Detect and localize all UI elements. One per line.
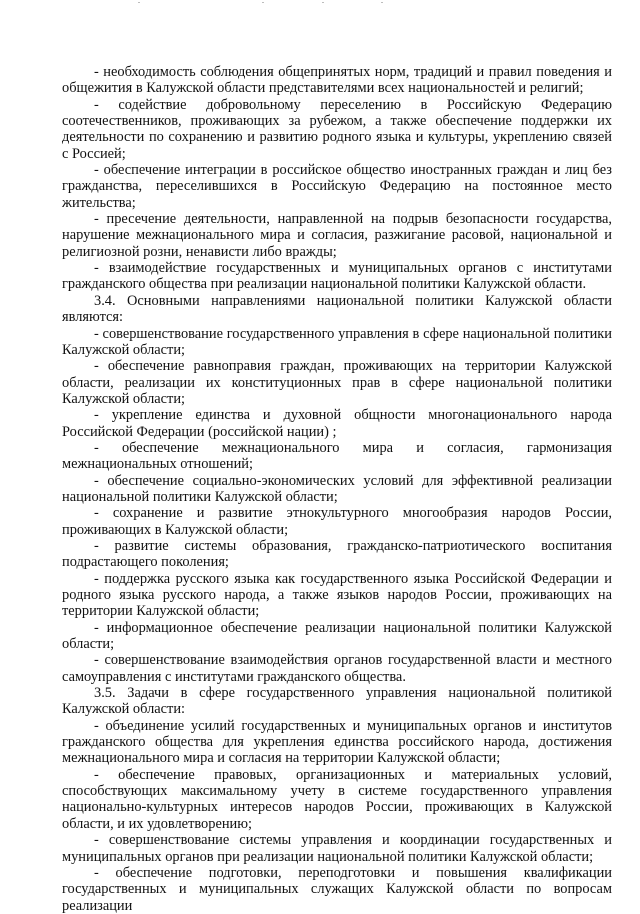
paragraph: - совершенствование системы управления и координации государственных и муниципальных органов при реализации национальной политики Калужской области; — [62, 832, 612, 865]
scan-speck — [322, 2, 324, 3]
paragraph: - сохранение и развитие этнокультурного многообразия народов России, проживающих в Калужской области; — [62, 505, 612, 538]
scan-speck — [381, 2, 383, 3]
paragraph: - обеспечение равноправия граждан, проживающих на территории Калужской области, реализации их конституционных прав в сфере национальной политики Калужской области; — [62, 358, 612, 407]
paragraph: - совершенствование взаимодействия органов государственной власти и местного самоуправления с институтами гражданского общества. — [62, 652, 612, 685]
scan-speck — [138, 2, 140, 3]
scan-speck — [262, 2, 264, 3]
scan-artifacts — [0, 0, 640, 10]
paragraph: - пресечение деятельности, направленной на подрыв безопасности государства, нарушение межнационального мира и согласия, разжигание расовой, национальной и религиозной розни, ненависти либо вражды; — [62, 211, 612, 260]
paragraph: - поддержка русского языка как государственного языка Российской Федерации и родного языка русского народа, а также языков народов России, проживающих на территории Калужской области; — [62, 570, 612, 620]
paragraph: - обеспечение социально-экономических условий для эффективной реализации национальной политики Калужской области; — [62, 472, 612, 505]
paragraph: - обеспечение межнационального мира и согласия, гармонизация межнациональных отношений; — [62, 439, 612, 473]
paragraph: - развитие системы образования, гражданско-патриотического воспитания подрастающего поколения; — [62, 537, 612, 571]
section-heading-3-5: 3.5. Задачи в сфере государственного управления национальной политикой Калужской области: — [62, 685, 612, 718]
document-page — [62, 64, 612, 914]
paragraph: - совершенствование государственного управления в сфере национальной политики Калужской области; — [62, 325, 612, 358]
paragraph: - взаимодействие государственных и муниципальных органов с институтами гражданского общества при реализации национальной политики Калужской области. — [62, 260, 612, 293]
paragraph: - обеспечение правовых, организационных и материальных условий, способствующих максимальному учету в системе государственного управления национально-культурных интересов народов России, проживающих в Калужской области, и их удовлетворению; — [62, 766, 612, 832]
paragraph: - информационное обеспечение реализации национальной политики Калужской области; — [62, 619, 612, 653]
paragraph: - необходимость соблюдения общепринятых норм, традиций и правил поведения и общежития в Калужской области представителями всех национальностей и религий; — [62, 64, 612, 97]
section-heading-3-4: 3.4. Основными направлениями национальной политики Калужской области являются: — [62, 292, 612, 326]
paragraph: - укрепление единства и духовной общности многонационального народа Российской Федерации (российской нации) ; — [62, 407, 612, 440]
paragraph: - содействие добровольному переселению в Российскую Федерацию соотечественников, проживающих за рубежом, а также обеспечение поддержки их деятельности по сохранению и развитию родного языка и культуры, укреплению связей с Россией; — [62, 96, 612, 162]
paragraph: - обеспечение интеграции в российское общество иностранных граждан и лиц без гражданства, переселившихся в Российскую Федерацию на постоянное место жительства; — [62, 162, 612, 211]
paragraph: - объединение усилий государственных и муниципальных органов и институтов гражданского общества для укрепления единства российского народа, достижения межнационального мира и согласия на территории Калужской области; — [62, 717, 612, 767]
paragraph: - обеспечение подготовки, переподготовки и повышения квалификации государственных и муниципальных служащих Калужской области по вопросам реализации — [62, 864, 612, 914]
